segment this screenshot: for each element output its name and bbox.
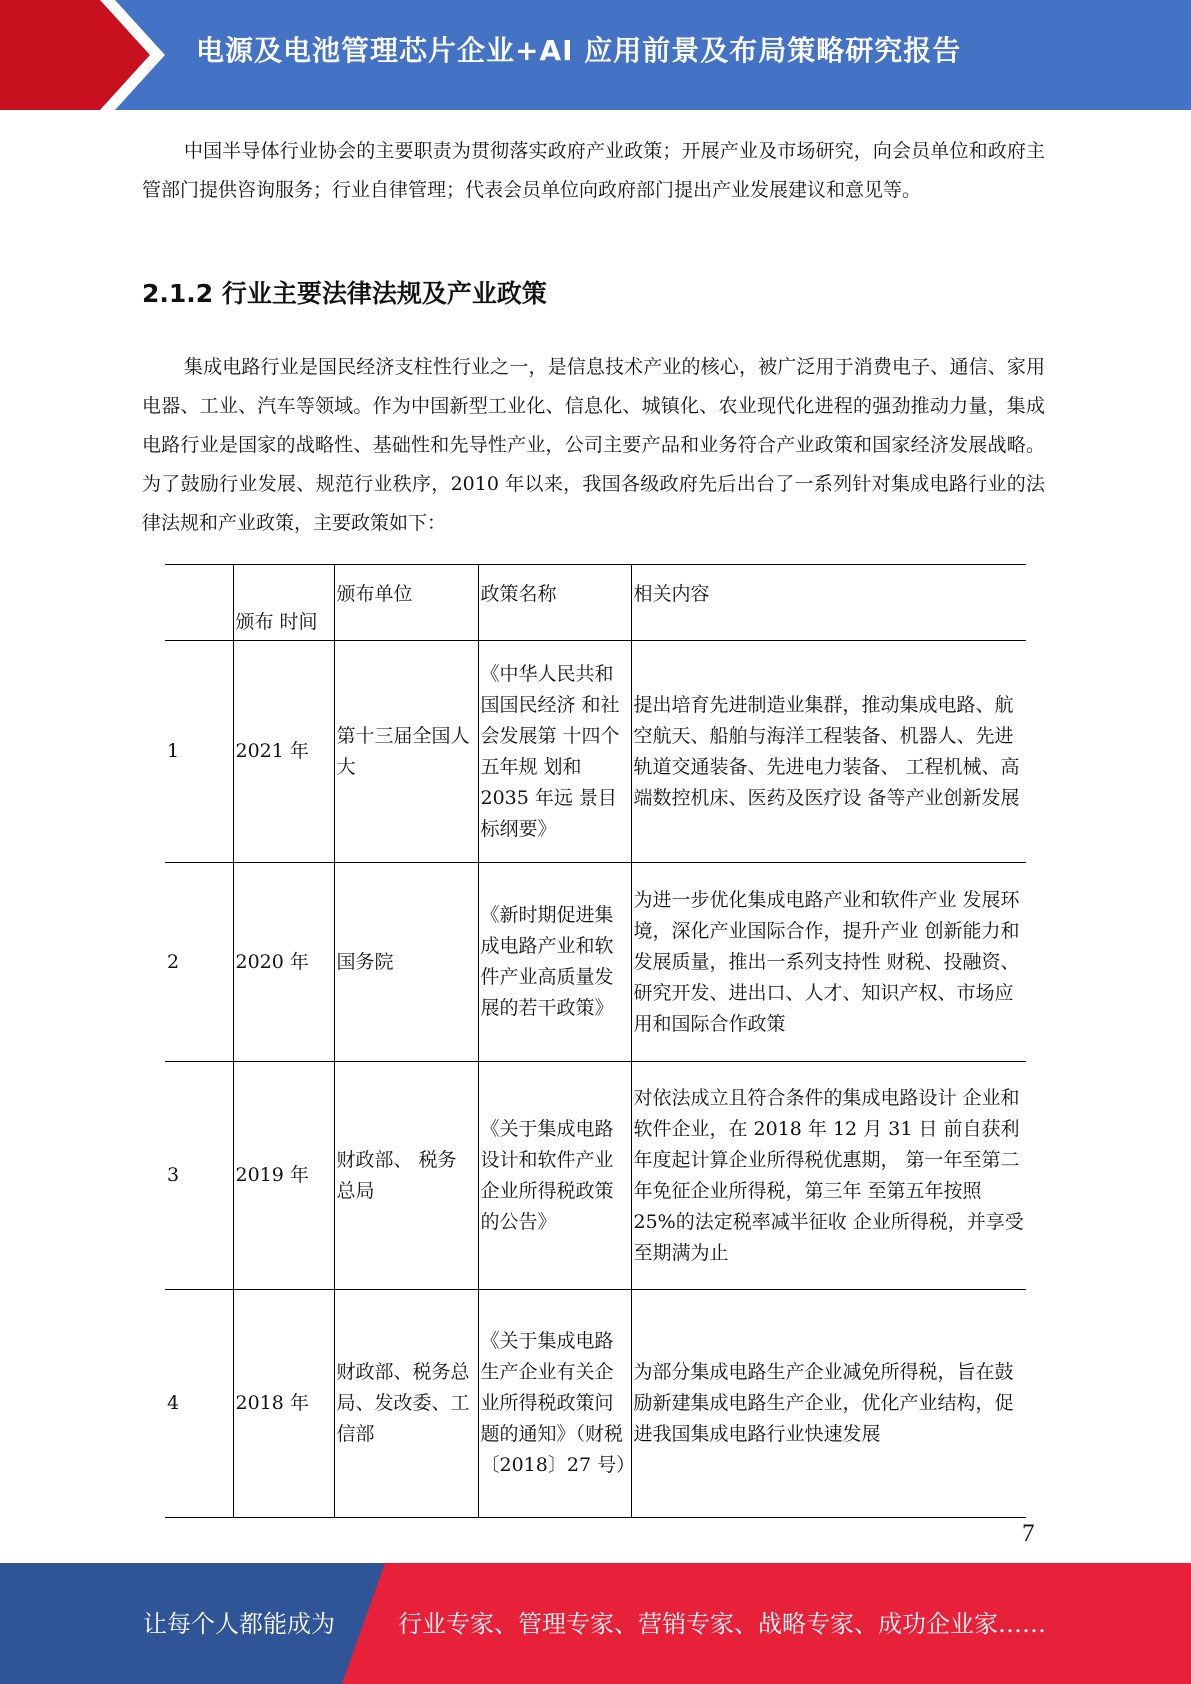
- row-content: 提出培育先进制造业集群，推动集成电路、航空航天、船舶与海洋工程装备、机器人、先进轨道交通装备、先进电力装备、 工程机械、高端数控机床、医药及医疗设 备等产业创新发展: [631, 641, 1026, 863]
- row-index: 1: [165, 641, 233, 863]
- page-footer: [0, 1563, 1191, 1684]
- row-index: 2: [165, 863, 233, 1062]
- table-row: [165, 863, 1026, 1062]
- footer-slogan-left: 让每个人都能成为: [143, 1610, 335, 1638]
- row-policy-name: 《中华人民共和国国民经济 和社会发展第 十四个五年规 划和 2035 年远 景目标纲要》: [478, 641, 631, 863]
- table-header-row: [165, 565, 1026, 641]
- page-number: 7: [1022, 1520, 1035, 1547]
- table-row: [165, 1062, 1026, 1290]
- row-time: 2020 年: [233, 863, 334, 1062]
- header-policy-name: 政策名称: [478, 565, 631, 641]
- header-content: 相关内容: [631, 565, 1026, 641]
- footer-slogan-right: 行业专家、管理专家、营销专家、战略专家、成功企业家……: [398, 1610, 1046, 1638]
- row-policy-name: 《关于集成电路设计和软件产业企业所得税政策的公告》: [478, 1062, 631, 1290]
- row-unit: 国务院: [334, 863, 478, 1062]
- table-row: [165, 641, 1026, 863]
- row-unit: 第十三届全国人大: [334, 641, 478, 863]
- row-content: 对依法成立且符合条件的集成电路设计 企业和软件企业，在 2018 年 12 月 31 日 前自获利年度起计算企业所得税优惠期， 第一年至第二年免征企业所得税，第三年 至第五年按照 25%的法定税率减半征收 企业所得税，并享受至期满为止: [631, 1062, 1026, 1290]
- row-unit: 财政部、税务总局、发改委、工信部: [334, 1290, 478, 1518]
- row-time: 2021 年: [233, 641, 334, 863]
- row-content: 为部分集成电路生产企业减免所得税，旨在鼓励新建集成电路生产企业，优化产业结构，促进我国集成电路行业快速发展: [631, 1290, 1026, 1518]
- header-unit: 颁布单位: [334, 565, 478, 641]
- row-index: 4: [165, 1290, 233, 1518]
- row-content: 为进一步优化集成电路产业和软件产业 发展环境，深化产业国际合作，提升产业 创新能力和发展质量，推出一系列支持性 财税、投融资、研究开发、进出口、人才、知识产权、市场应用和国际合作政策: [631, 863, 1026, 1062]
- intro-paragraph: 中国半导体行业协会的主要职责为贯彻落实政府产业政策；开展产业及市场研究，向会员单位和政府主管部门提供咨询服务；行业自律管理；代表会员单位向政府部门提出产业发展建议和意见等。: [142, 140, 1045, 201]
- row-index: 3: [165, 1062, 233, 1290]
- section-paragraph: 集成电路行业是国民经济支柱性行业之一，是信息技术产业的核心，被广泛用于消费电子、通信、家用电器、工业、汽车等领域。作为中国新型工业化、信息化、城镇化、农业现代化进程的强劲推动力量，集成电路行业是国家的战略性、基础性和先导性产业，公司主要产品和业务符合产业政策和国家经济发展战略。为了鼓励行业发展、规范行业秩序，2010 年以来，我国各级政府先后出台了一系列针对集成电路行业的法律法规和产业政策，主要政策如下：: [142, 356, 1045, 534]
- header-index: [165, 565, 233, 641]
- row-unit: 财政部、 税务总局: [334, 1062, 478, 1290]
- section-heading: 2.1.2 行业主要法律法规及产业政策: [142, 279, 547, 308]
- row-time: 2018 年: [233, 1290, 334, 1518]
- header-title: 电源及电池管理芯片企业+AI 应用前景及布局策略研究报告: [196, 34, 962, 67]
- table-row: [165, 1290, 1026, 1518]
- page-header: [0, 0, 1191, 110]
- policy-table: [165, 564, 1026, 1518]
- row-policy-name: 《新时期促进集成电路产业和软件产业高质量发展的若干政策》: [478, 863, 631, 1062]
- row-time: 2019 年: [233, 1062, 334, 1290]
- header-time: 颁布 时间: [233, 565, 334, 641]
- row-policy-name: 《关于集成电路生产企业有关企业所得税政策问题的通知》（财税〔2018〕27 号）: [478, 1290, 631, 1518]
